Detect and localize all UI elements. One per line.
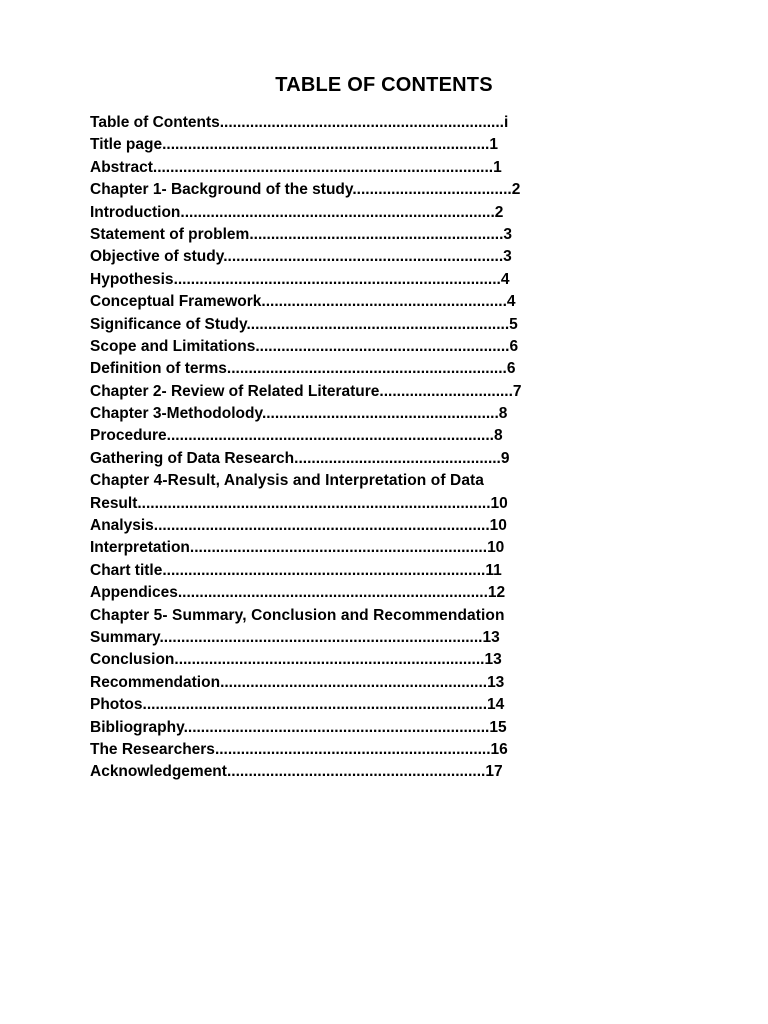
toc-page-number: 4 xyxy=(500,270,510,288)
toc-dot-leader: ........................................................................ xyxy=(174,651,485,669)
toc-entry xyxy=(90,269,670,291)
toc-page-number: 17 xyxy=(485,763,503,781)
toc-entry-label: Chapter 1- Background of the study xyxy=(90,181,353,199)
toc-entry xyxy=(90,112,670,134)
toc-entry-label: The Researchers xyxy=(90,740,215,758)
toc-dot-leader: ................................................................. xyxy=(226,360,507,378)
toc-dot-leader: .................................................................. xyxy=(219,114,504,131)
toc-page-number: 13 xyxy=(484,651,502,669)
toc-dot-leader: ................................................ xyxy=(294,449,501,467)
toc-dot-leader: ......................................................................... xyxy=(180,203,495,221)
toc-dot-leader: ........................................................................ xyxy=(177,584,488,602)
toc-entry xyxy=(90,694,670,716)
toc-entry-label: Acknowledgement xyxy=(90,763,227,781)
toc-entry-label: Definition of terms xyxy=(90,360,227,378)
toc-dot-leader: ............................................................ xyxy=(226,763,486,781)
toc-entry-label: Conclusion xyxy=(90,651,175,669)
toc-entry-label: Gathering of Data Research xyxy=(90,449,295,467)
toc-entry-label: Objective of study xyxy=(90,248,224,266)
toc-entry-label: Chapter 2- Review of Related Literature xyxy=(90,382,380,400)
toc-entry xyxy=(90,291,670,313)
toc-page-number: 3 xyxy=(503,225,513,243)
toc-entry xyxy=(90,560,670,582)
toc-list xyxy=(90,112,670,784)
toc-entry xyxy=(90,403,670,425)
toc-entry-label: Chapter 3-Methodolody xyxy=(90,405,262,423)
toc-entry xyxy=(90,202,670,224)
toc-entry xyxy=(90,358,670,380)
toc-entry xyxy=(90,717,670,739)
toc-page-number: 3 xyxy=(503,248,512,266)
toc-page-number: 5 xyxy=(509,315,518,333)
toc-entry xyxy=(90,515,670,537)
toc-entry xyxy=(90,448,670,470)
toc-page-number: 12 xyxy=(487,584,506,602)
toc-page-number: 2 xyxy=(511,181,521,199)
toc-dot-leader: ............................... xyxy=(379,382,513,400)
toc-entry-label: Chapter 5- Summary, Conclusion and Recommendation xyxy=(90,606,505,624)
toc-dot-leader: .............................................................................. xyxy=(153,517,490,535)
toc-dot-leader: ........................................................................... xyxy=(162,561,486,579)
toc-entry xyxy=(90,246,670,268)
toc-dot-leader: ................................................................. xyxy=(223,248,504,266)
toc-dot-leader: ..................................... xyxy=(352,181,512,199)
toc-page-number: 13 xyxy=(482,628,500,646)
toc-entry-label: Photos xyxy=(90,696,143,714)
toc-entry-label: Procedure xyxy=(90,427,167,445)
toc-dot-leader: ..................................................................... xyxy=(189,539,488,557)
toc-dot-leader: ....................................................... xyxy=(261,405,499,423)
toc-page-number: 1 xyxy=(489,136,498,154)
toc-page-number: 10 xyxy=(489,517,507,535)
toc-entry xyxy=(90,425,670,447)
toc-entry-label: Result xyxy=(90,494,138,512)
toc-page-number: 2 xyxy=(494,203,504,221)
toc-entry xyxy=(90,314,670,336)
toc-entry-label: Analysis xyxy=(90,517,154,535)
toc-page-number: 6 xyxy=(509,337,519,355)
toc-entry-label: Chart title xyxy=(90,561,163,579)
toc-page-number: 8 xyxy=(498,405,508,423)
toc-entry-label: Hypothesis xyxy=(90,270,174,288)
toc-entry-label: Conceptual Framework xyxy=(90,293,262,311)
toc-page-number: 10 xyxy=(490,494,508,512)
toc-entry-label: Significance of Study xyxy=(90,315,247,333)
toc-page-number: 10 xyxy=(487,539,505,557)
toc-entry xyxy=(90,224,670,246)
toc-page-number: 16 xyxy=(490,740,508,758)
toc-entry xyxy=(90,470,670,492)
toc-entry xyxy=(90,582,670,604)
toc-entry xyxy=(90,649,670,671)
toc-page-number: 4 xyxy=(506,293,516,311)
toc-entry xyxy=(90,627,670,649)
toc-entry-label: Statement of problem xyxy=(90,225,250,243)
toc-dot-leader: ........................................................................... xyxy=(159,628,483,646)
toc-page-number: 15 xyxy=(489,718,507,736)
toc-page-number: 6 xyxy=(506,360,516,378)
toc-entry xyxy=(90,179,670,201)
toc-entry xyxy=(90,381,670,403)
toc-entry xyxy=(90,537,670,559)
toc-entry-label: Table of Contents xyxy=(90,114,220,131)
toc-dot-leader: ....................................................................... xyxy=(183,718,490,736)
toc-dot-leader: ........................................................... xyxy=(255,337,510,355)
toc-dot-leader: .................................................................................. xyxy=(137,494,491,512)
toc-entry xyxy=(90,157,670,179)
toc-entry xyxy=(90,761,670,783)
toc-entry-label: Recommendation xyxy=(90,673,221,691)
toc-entry-label: Scope and Limitations xyxy=(90,337,256,355)
toc-entry xyxy=(90,336,670,358)
toc-dot-leader: .............................................................. xyxy=(220,673,488,691)
toc-page-number: 14 xyxy=(487,696,505,714)
toc-entry-label: Chapter 4-Result, Analysis and Interpretation of Data xyxy=(90,472,485,490)
toc-page-number: 7 xyxy=(512,382,522,400)
toc-entry xyxy=(90,134,670,156)
toc-dot-leader: ................................................................................ xyxy=(142,696,488,714)
toc-dot-leader: ........................................................... xyxy=(249,225,504,243)
toc-dot-leader: ............................................................. xyxy=(246,315,510,333)
toc-page-number: 1 xyxy=(493,158,502,176)
toc-entry-label: Abstract xyxy=(90,158,153,176)
toc-dot-leader: ............................................................................ xyxy=(166,427,494,445)
toc-page-number: 9 xyxy=(500,449,510,467)
toc-entry-label: Bibliography xyxy=(90,718,184,736)
toc-entry-label: Introduction xyxy=(90,203,181,221)
toc-dot-leader: ............................................................................... xyxy=(152,158,494,176)
toc-entry-label: Title page xyxy=(90,136,163,154)
toc-page-number: 8 xyxy=(493,427,503,445)
toc-entry-label: Appendices xyxy=(90,584,178,602)
toc-dot-leader: ................................................................ xyxy=(214,740,491,758)
toc-page-number: 13 xyxy=(487,673,505,691)
toc-dot-leader: ............................................................................ xyxy=(173,270,501,288)
toc-dot-leader: ......................................................... xyxy=(261,293,507,311)
toc-page-number: i xyxy=(503,114,509,131)
toc-entry-label: Interpretation xyxy=(90,539,190,557)
toc-entry xyxy=(90,672,670,694)
toc-dot-leader: ............................................................................ xyxy=(162,136,490,154)
toc-entry xyxy=(90,493,670,515)
toc-entry xyxy=(90,739,670,761)
toc-entry-label: Summary xyxy=(90,628,160,646)
page-title: TABLE OF CONTENTS xyxy=(275,74,493,96)
toc-page-number: 11 xyxy=(485,561,502,579)
toc-entry xyxy=(90,605,670,627)
